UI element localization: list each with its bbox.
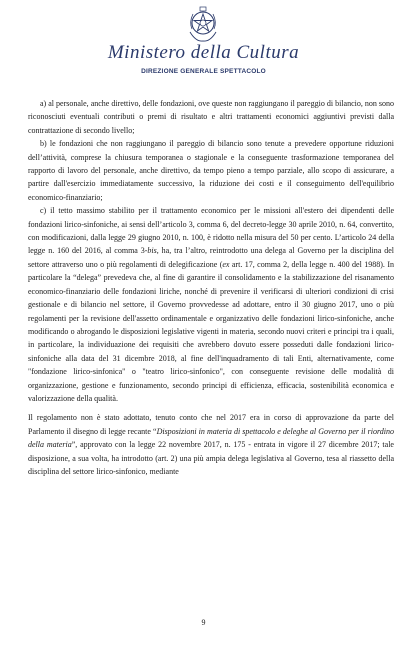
paragraph-a: a) al personale, anche direttivo, delle fondazioni, ove queste non raggiungano il pareggio di bilancio, non sono riconosciuti eventuali contributi o premi di risultato e altri trattamenti economici aggiuntivi previsti dalla contrattazione di secondo livello;	[28, 99, 394, 135]
paragraph-regolamento: Il regolamento non è stato adottato, tenuto conto che nel 2017 era in corso di approvazione da parte del Parlamento il disegno di legge recante “Disposizioni in materia di spettacolo e deleghe al Governo per il riordino della materia”, approvato con la legge 22 novembre 2017, n. 175 - entrata in vigore il 27 dicembre 2017; tale disposizione, a sua volta, ha introdotto (art. 2) una più ampia delega legislativa al Governo, tesa al riassetto della disciplina del settore lirico-sinfonico, mediante	[28, 413, 395, 476]
italian-republic-emblem-icon	[186, 4, 220, 44]
page-number: 9	[201, 618, 206, 627]
document-body	[28, 97, 394, 478]
ministry-name: Ministero della Cultura	[107, 42, 300, 63]
paragraph-c: c) il tetto massimo stabilito per il trattamento economico per le missioni all'estero dei dipendenti delle fondazioni lirico-sinfoniche, ai sensi dell’articolo 3, comma 6, del decreto-legge 30 aprile 2010, n. 64, convertito, con modificazioni, dalla legge 29 giugno 2010, n. 100, è ridotto nella misura del 50 per cento. L’articolo 24 della legge n. 160 del 2016, al comma 3-bis, ha, tra l’altro, reintrodotto una delega al Governo per la disciplina del settore attraverso uno o più regolamenti di delegificazione (ex art. 17, comma 2, della legge n. 400 del 1988). In particolare la “delega” prevedeva che, al fine di garantire il consolidamento e la stabilizzazione del risanamento economico-finanziario delle fondazioni liriche, nonché di prevenire il verificarsi di ulteriori condizioni di crisi gestionale e di bilancio nel settore, il Governo provvedesse ad adottare, entro il 30 giugno 2017, uno o più regolamenti per la revisione dell'assetto ordinamentale e organizzativo delle fondazioni lirico-sinfoniche, anche modificando o abrogando le disposizioni legislative vigenti in materia, secondo nuovi criteri e principi tra i quali, in particolare, la individuazione dei requisiti che avrebbero dovuto essere posseduti dalle fondazioni lirico-sinfoniche alla data del 31 dicembre 2018, al fine dell'inquadramento di tali Enti, alternativamente, come "fondazione lirico-sinfonica" o "teatro lirico-sinfonico", con conseguente revisione delle modalità di organizzazione, gestione e funzionamento, secondo principi di efficienza, efficacia, sostenibilità economica e valorizzazione della qualità.	[28, 206, 394, 403]
division-name: DIREZIONE GENERALE SPETTACOLO	[141, 68, 266, 75]
paragraph-b: b) le fondazioni che non raggiungano il pareggio di bilancio sono tenute a prevedere opportune riduzioni dell’attività, comprese la chiusura temporanea o stagionale e la conseguente trasformazione temporanea del rapporto di lavoro del personale, anche direttivo, da tempo pieno a tempo parziale, allo scopo di assicurare, a partire dall'esercizio immediatamente successivo, la riduzione dei costi e il conseguimento dell'equilibrio economico-finanziario;	[28, 139, 394, 202]
